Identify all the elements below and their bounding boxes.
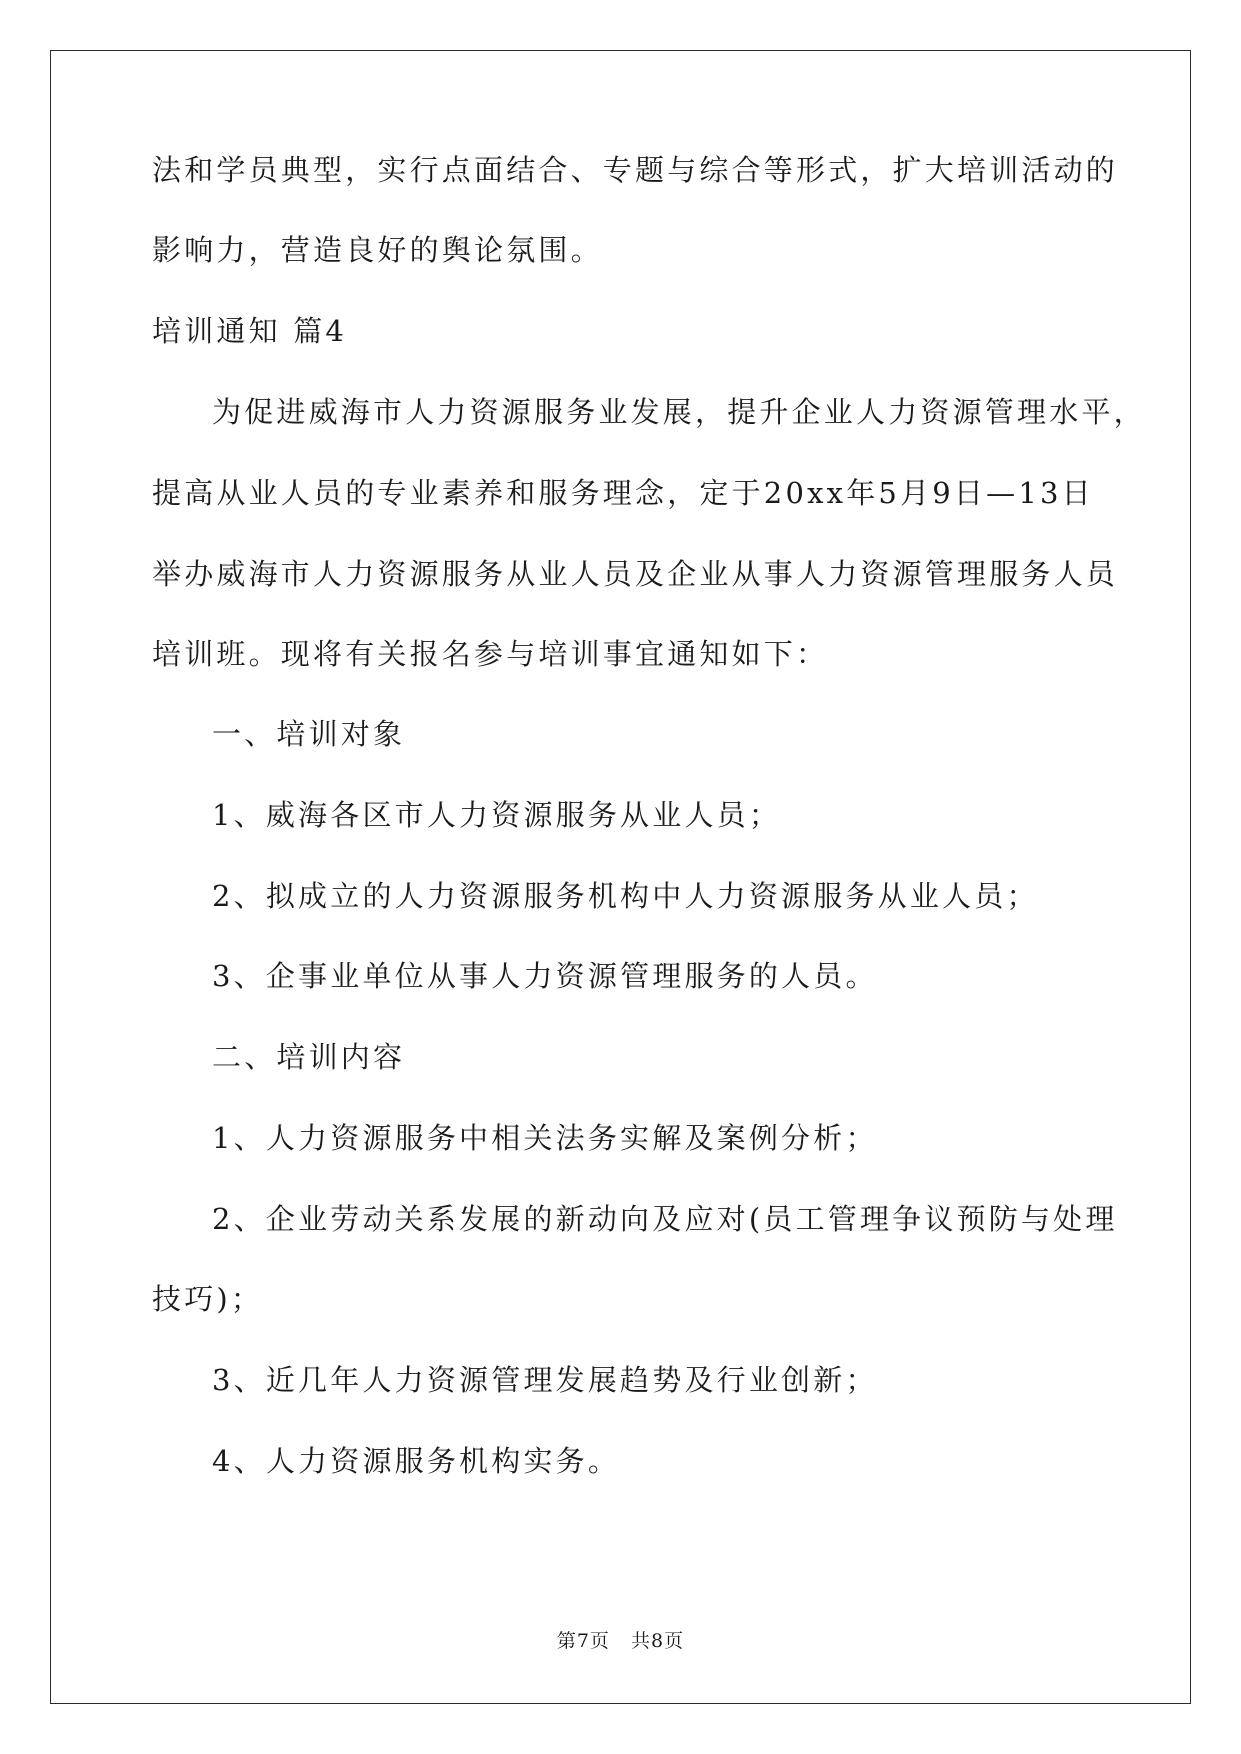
- list-item: 2、拟成立的人力资源服务机构中人力资源服务从业人员；: [212, 879, 1039, 913]
- section-heading: 培训通知 篇4: [152, 314, 348, 348]
- page-number: 第7页 共8页: [556, 1630, 685, 1652]
- body-line: 为促进威海市人力资源服务业发展，提升企业人力资源管理水平，: [212, 395, 1146, 429]
- list-item: 4、人力资源服务机构实务。: [212, 1444, 621, 1478]
- body-line: 提高从业人员的专业素养和服务理念，定于20xx年5月9日—13日: [152, 476, 1094, 510]
- subsection-heading: 二、培训内容: [212, 1040, 406, 1074]
- list-item: 1、威海各区市人力资源服务从业人员；: [212, 798, 782, 832]
- body-line: 培训班。现将有关报名参与培训事宜通知如下：: [152, 637, 829, 671]
- list-item-continuation: 技巧)；: [152, 1282, 264, 1316]
- list-item: 3、企事业单位从事人力资源管理服务的人员。: [212, 959, 878, 993]
- list-item: 3、近几年人力资源管理发展趋势及行业创新；: [212, 1363, 878, 1397]
- body-line: 举办威海市人力资源服务从业人员及企业从事人力资源管理服务人员: [152, 557, 1119, 591]
- subsection-heading: 一、培训对象: [212, 717, 406, 751]
- list-item: 2、企业劳动关系发展的新动向及应对(员工管理争议预防与处理: [212, 1202, 1118, 1236]
- list-item: 1、人力资源服务中相关法务实解及案例分析；: [212, 1121, 878, 1155]
- body-line: 法和学员典型，实行点面结合、专题与综合等形式，扩大培训活动的: [152, 153, 1119, 187]
- body-line: 影响力，营造良好的舆论氛围。: [152, 233, 603, 267]
